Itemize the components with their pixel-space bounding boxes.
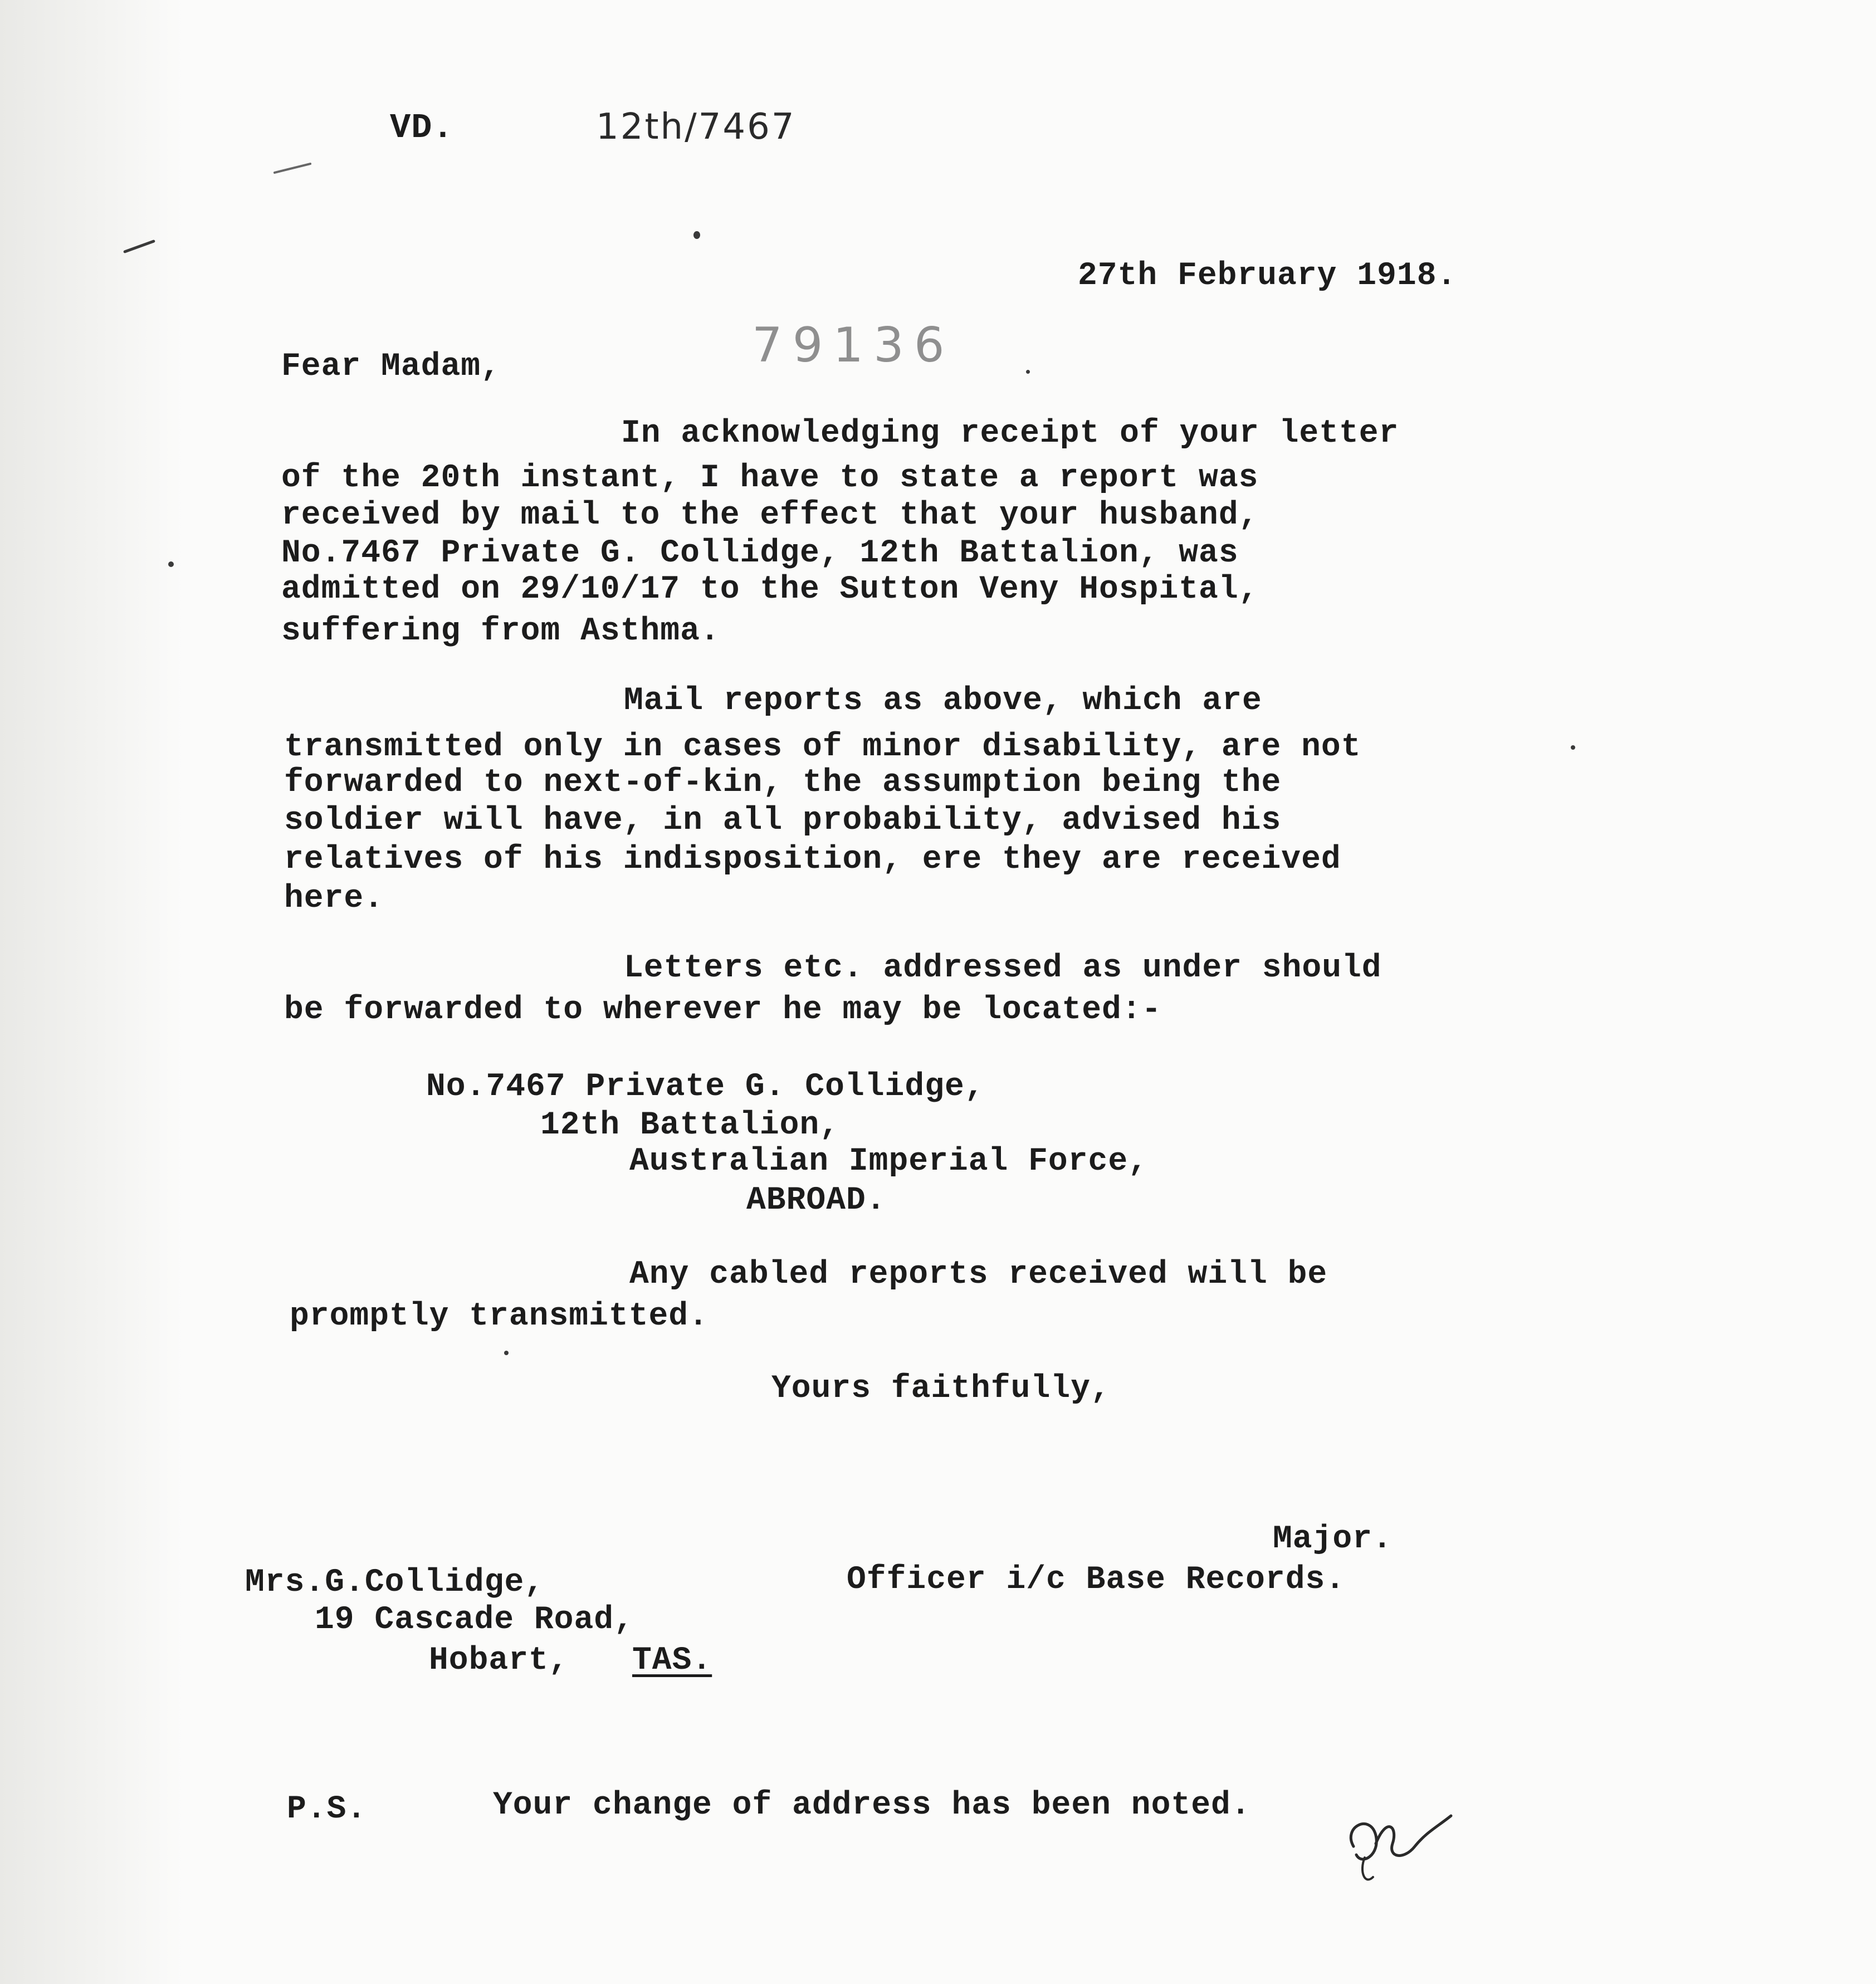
forwarding-address-line-1: No.7467 Private G. Collidge,	[426, 1069, 985, 1105]
paragraph-2-line-1: Mail reports as above, which are	[624, 683, 1262, 719]
paragraph-1-line-3: received by mail to the effect that your husband,	[281, 497, 1259, 534]
scan-speck	[1026, 370, 1030, 374]
salutation: Fear Madam,	[281, 349, 501, 385]
paragraph-3-line-2: be forwarded to wherever he may be located:-	[284, 992, 1162, 1028]
paragraph-2-line-2: transmitted only in cases of minor disability, are not	[284, 729, 1361, 765]
letter-date: 27th February 1918.	[1078, 258, 1457, 294]
forwarding-address-line-4: ABROAD.	[746, 1182, 886, 1219]
handwritten-initials	[1331, 1794, 1465, 1894]
forwarding-address-line-3: Australian Imperial Force,	[629, 1144, 1148, 1180]
vd-reference: VD.	[390, 108, 454, 148]
scan-speck	[504, 1351, 509, 1355]
signatory-rank: Major.	[1273, 1521, 1393, 1557]
scan-speck	[693, 231, 700, 239]
valediction: Yours faithfully,	[771, 1371, 1111, 1407]
paragraph-2-line-5: relatives of his indisposition, ere they are received	[284, 842, 1341, 878]
scan-scratch	[273, 163, 312, 174]
paragraph-1-line-5: admitted on 29/10/17 to the Sutton Veny Hospital,	[281, 571, 1259, 608]
registry-stamp-number: 79136	[752, 317, 955, 373]
paragraph-1-line-4: No.7467 Private G. Collidge, 12th Battalion, was	[281, 535, 1239, 571]
recipient-state: TAS.	[632, 1643, 712, 1679]
recipient-name: Mrs.G.Collidge,	[245, 1565, 545, 1601]
postscript-label: P.S.	[287, 1791, 367, 1827]
recipient-city: Hobart,	[429, 1643, 569, 1679]
closing-line-2: promptly transmitted.	[290, 1298, 709, 1335]
file-reference: 12th/7467	[596, 106, 796, 148]
signatory-title: Officer i/c Base Records.	[847, 1562, 1346, 1598]
margin-shading	[0, 0, 184, 1984]
scan-speck	[168, 561, 174, 567]
paragraph-3-line-1: Letters etc. addressed as under should	[624, 950, 1382, 986]
paragraph-2-line-6: here.	[284, 881, 384, 917]
paragraph-1-line-6: suffering from Asthma.	[281, 613, 720, 649]
paragraph-2-line-3: forwarded to next-of-kin, the assumption being the	[284, 765, 1282, 801]
forwarding-address-line-2: 12th Battalion,	[540, 1107, 840, 1144]
paragraph-2-line-4: soldier will have, in all probability, advised his	[284, 803, 1282, 839]
scan-speck	[1571, 745, 1575, 750]
postscript-text: Your change of address has been noted.	[493, 1787, 1251, 1824]
paragraph-1-line-2: of the 20th instant, I have to state a report was	[281, 460, 1259, 496]
paragraph-1-line-1: In acknowledging receipt of your letter	[621, 416, 1399, 452]
recipient-street: 19 Cascade Road,	[315, 1602, 634, 1638]
closing-line-1: Any cabled reports received will be	[629, 1257, 1328, 1293]
